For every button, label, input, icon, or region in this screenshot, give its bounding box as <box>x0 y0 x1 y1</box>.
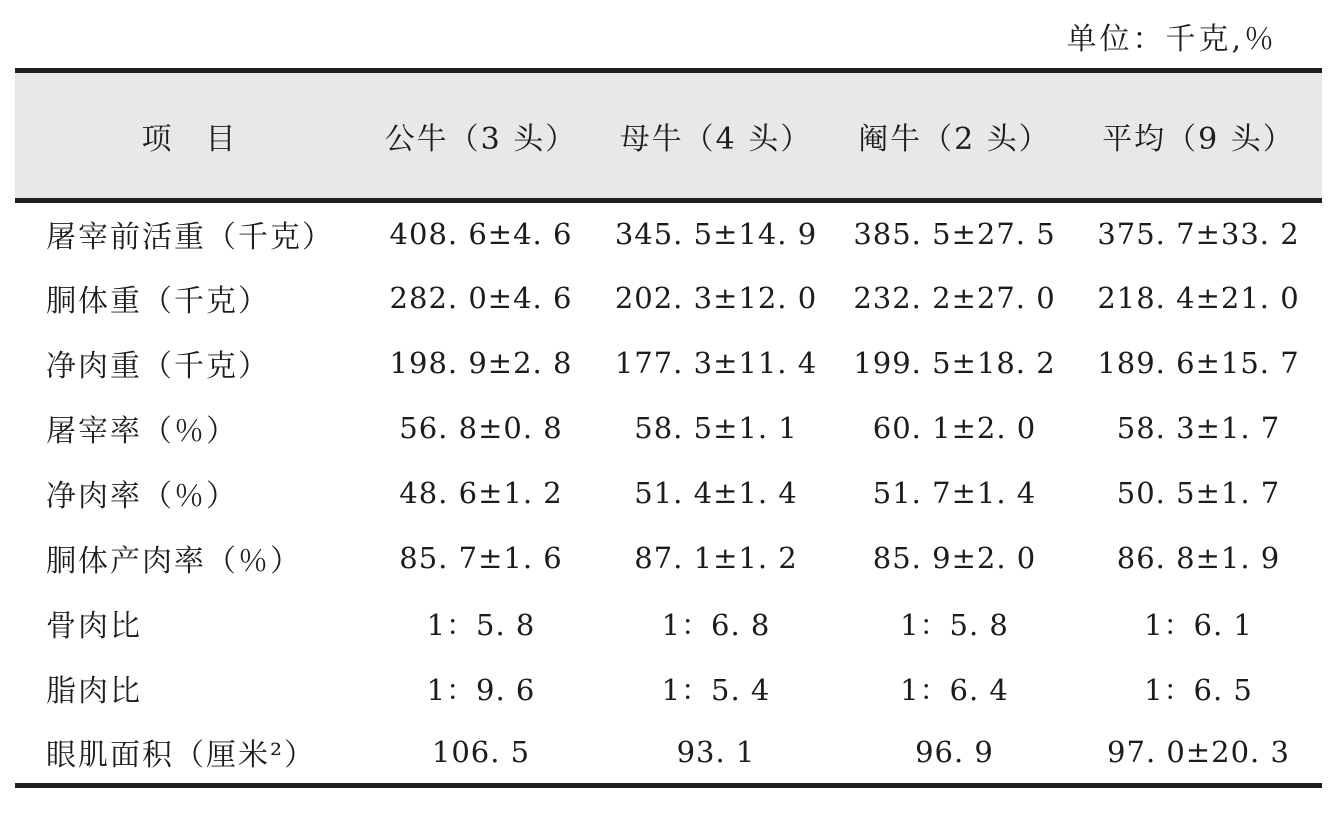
row-label: 眼肌面积（厘米²） <box>46 737 317 773</box>
table-row <box>15 526 1322 591</box>
cell-value: 232. 2±27. 0 <box>853 281 1056 315</box>
cell-value: 1：6. 1 <box>1144 607 1253 642</box>
cell-value: 199. 5±18. 2 <box>853 346 1056 380</box>
cell-value: 1：5. 4 <box>661 672 771 707</box>
cell-value: 93. 1 <box>676 734 756 769</box>
table-row <box>15 331 1322 396</box>
cell-value: 408. 6±4. 6 <box>389 217 573 252</box>
row-label: 净肉重（千克） <box>46 349 270 384</box>
cell-value: 50. 5±1. 7 <box>1116 476 1281 510</box>
column-header-bulls: 公牛（3 头） <box>364 71 598 201</box>
cell-value: 58. 3±1. 7 <box>1116 411 1281 445</box>
cell-value: 58. 5±1. 1 <box>634 411 798 445</box>
cell-value: 1：9. 6 <box>426 672 536 707</box>
cell-value: 85. 9±2. 0 <box>872 541 1037 575</box>
cell-value: 1：6. 4 <box>900 672 1009 707</box>
cell-value: 1：5. 8 <box>900 607 1009 642</box>
cell-value: 218. 4±21. 0 <box>1097 281 1300 315</box>
row-label: 骨肉比 <box>46 609 142 644</box>
unit-note: 单位：千克,％ <box>1066 22 1277 57</box>
cell-value: 385. 5±27. 5 <box>853 217 1056 252</box>
column-header-average: 平均（9 头） <box>1075 71 1322 201</box>
row-label: 屠宰前活重（千克） <box>46 220 334 256</box>
cell-value: 51. 7±1. 4 <box>872 476 1037 510</box>
cell-value: 85. 7±1. 6 <box>399 541 563 575</box>
cell-value: 86. 8±1. 9 <box>1116 541 1281 575</box>
row-label: 胴体产肉率（％） <box>46 544 302 579</box>
table-row <box>15 396 1322 461</box>
cell-value: 1：5. 8 <box>426 607 536 642</box>
table-row <box>15 591 1322 656</box>
table-row <box>15 461 1322 526</box>
column-header-item: 项 目 <box>15 71 364 201</box>
table-row <box>15 721 1322 786</box>
cell-value: 87. 1±1. 2 <box>634 541 798 575</box>
column-header-steers: 阉牛（2 头） <box>834 71 1075 201</box>
table-row <box>15 201 1322 266</box>
row-label: 净肉率（％） <box>46 479 238 514</box>
cell-value: 202. 3±12. 0 <box>614 281 818 315</box>
table-header-row <box>15 71 1322 201</box>
cell-value: 96. 9 <box>915 734 994 769</box>
cell-value: 282. 0±4. 6 <box>389 281 573 315</box>
cell-value: 375. 7±33. 2 <box>1097 217 1300 252</box>
row-label: 屠宰率（％） <box>46 414 238 449</box>
column-header-cows: 母牛（4 头） <box>598 71 834 201</box>
cell-value: 1：6. 5 <box>1144 672 1253 707</box>
cell-value: 177. 3±11. 4 <box>614 346 818 380</box>
cell-value: 1：6. 8 <box>661 607 771 642</box>
cell-value: 106. 5 <box>431 734 531 769</box>
cell-value: 198. 9±2. 8 <box>389 346 573 380</box>
cell-value: 189. 6±15. 7 <box>1097 346 1300 380</box>
table-row <box>15 266 1322 331</box>
cell-value: 60. 1±2. 0 <box>872 411 1037 445</box>
slaughter-performance-table <box>15 68 1322 788</box>
cell-value: 97. 0±20. 3 <box>1107 734 1290 769</box>
cell-value: 48. 6±1. 2 <box>399 476 563 510</box>
cell-value: 345. 5±14. 9 <box>614 217 818 252</box>
cell-value: 56. 8±0. 8 <box>399 411 563 445</box>
row-label: 脂肉比 <box>46 674 142 709</box>
row-label: 胴体重（千克） <box>46 284 270 319</box>
cell-value: 51. 4±1. 4 <box>634 476 798 510</box>
table-row <box>15 656 1322 721</box>
